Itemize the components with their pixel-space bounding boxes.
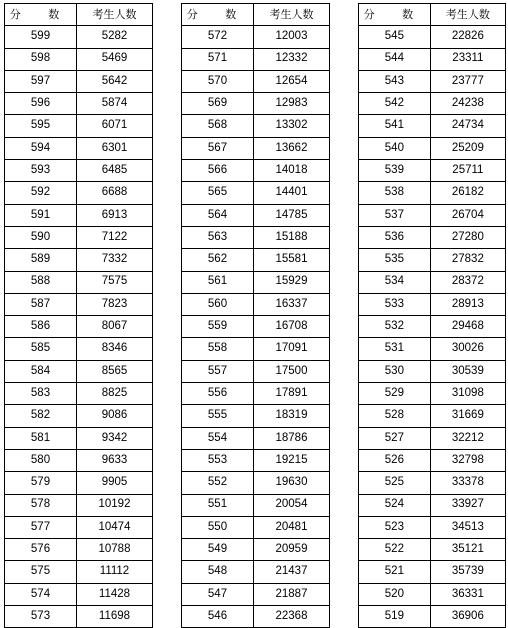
- score-cell: 598: [5, 48, 77, 70]
- score-cell: 588: [5, 271, 77, 293]
- table-row: [182, 583, 330, 605]
- score-cell: 569: [182, 93, 254, 115]
- table-row: [182, 427, 330, 449]
- table-row: [359, 70, 506, 92]
- count-cell: 19630: [254, 472, 330, 494]
- count-cell: 28372: [430, 271, 505, 293]
- score-cell: 593: [5, 160, 77, 182]
- score-cell: 543: [359, 70, 431, 92]
- count-cell: 24734: [430, 115, 505, 137]
- table-row: [5, 70, 153, 92]
- count-cell: 15929: [254, 271, 330, 293]
- score-cell: 532: [359, 316, 431, 338]
- score-table-3: [358, 3, 506, 628]
- table-row: [182, 70, 330, 92]
- count-cell: 5642: [77, 70, 153, 92]
- table-row: [359, 539, 506, 561]
- score-cell: 554: [182, 427, 254, 449]
- score-cell: 525: [359, 472, 431, 494]
- score-table-2: [181, 3, 330, 628]
- score-cell: 580: [5, 449, 77, 471]
- score-cell: 541: [359, 115, 431, 137]
- score-cell: 550: [182, 516, 254, 538]
- score-cell: 552: [182, 472, 254, 494]
- table-row: [182, 472, 330, 494]
- table-row: [5, 204, 153, 226]
- table-row: [182, 338, 330, 360]
- table-body: [5, 26, 153, 628]
- table-row: [5, 316, 153, 338]
- table-body: [182, 26, 330, 628]
- count-cell: 8346: [77, 338, 153, 360]
- count-cell: 6688: [77, 182, 153, 204]
- header-count: 考生人数: [77, 4, 153, 26]
- score-cell: 527: [359, 427, 431, 449]
- score-cell: 562: [182, 249, 254, 271]
- table-row: [359, 516, 506, 538]
- count-cell: 7823: [77, 293, 153, 315]
- count-cell: 33927: [430, 494, 505, 516]
- count-cell: 9905: [77, 472, 153, 494]
- score-cell: 581: [5, 427, 77, 449]
- count-cell: 6071: [77, 115, 153, 137]
- score-cell: 555: [182, 405, 254, 427]
- table-row: [5, 48, 153, 70]
- table-row: [5, 26, 153, 48]
- count-cell: 28913: [430, 293, 505, 315]
- count-cell: 30026: [430, 338, 505, 360]
- count-cell: 17500: [254, 360, 330, 382]
- count-cell: 10788: [77, 539, 153, 561]
- count-cell: 20481: [254, 516, 330, 538]
- table-row: [182, 226, 330, 248]
- score-cell: 539: [359, 160, 431, 182]
- score-cell: 582: [5, 405, 77, 427]
- table-row: [359, 293, 506, 315]
- table-row: [182, 48, 330, 70]
- table-row: [359, 93, 506, 115]
- table-row: [5, 249, 153, 271]
- count-cell: 36906: [430, 606, 505, 628]
- count-cell: 15581: [254, 249, 330, 271]
- score-cell: 556: [182, 383, 254, 405]
- table-row: [182, 115, 330, 137]
- count-cell: 31669: [430, 405, 505, 427]
- table-row: [182, 293, 330, 315]
- count-cell: 10474: [77, 516, 153, 538]
- table-row: [5, 338, 153, 360]
- table-row: [5, 383, 153, 405]
- table-row: [5, 137, 153, 159]
- score-cell: 576: [5, 539, 77, 561]
- table-row: [5, 516, 153, 538]
- count-cell: 5874: [77, 93, 153, 115]
- score-cell: 546: [182, 606, 254, 628]
- score-cell: 530: [359, 360, 431, 382]
- count-cell: 27832: [430, 249, 505, 271]
- score-cell: 548: [182, 561, 254, 583]
- table-row: [5, 561, 153, 583]
- count-cell: 25711: [430, 160, 505, 182]
- table-row: [359, 606, 506, 628]
- score-cell: 574: [5, 583, 77, 605]
- table-row: [359, 583, 506, 605]
- table-row: [359, 182, 506, 204]
- count-cell: 16337: [254, 293, 330, 315]
- table-row: [359, 137, 506, 159]
- count-cell: 23777: [430, 70, 505, 92]
- score-cell: 538: [359, 182, 431, 204]
- count-cell: 14785: [254, 204, 330, 226]
- count-cell: 8565: [77, 360, 153, 382]
- count-cell: 16708: [254, 316, 330, 338]
- score-cell: 551: [182, 494, 254, 516]
- score-cell: 544: [359, 48, 431, 70]
- count-cell: 10192: [77, 494, 153, 516]
- score-cell: 589: [5, 249, 77, 271]
- count-cell: 22368: [254, 606, 330, 628]
- table-row: [5, 472, 153, 494]
- score-cell: 597: [5, 70, 77, 92]
- count-cell: 7122: [77, 226, 153, 248]
- score-cell: 537: [359, 204, 431, 226]
- score-cell: 534: [359, 271, 431, 293]
- header-score: 分 数: [182, 4, 254, 26]
- count-cell: 6913: [77, 204, 153, 226]
- table-row: [182, 383, 330, 405]
- count-cell: 27280: [430, 226, 505, 248]
- table-row: [359, 383, 506, 405]
- score-cell: 566: [182, 160, 254, 182]
- header-score: 分 数: [5, 4, 77, 26]
- score-cell: 524: [359, 494, 431, 516]
- table-row: [182, 26, 330, 48]
- count-cell: 20054: [254, 494, 330, 516]
- table-row: [182, 360, 330, 382]
- table-row: [359, 427, 506, 449]
- count-cell: 6485: [77, 160, 153, 182]
- count-cell: 5469: [77, 48, 153, 70]
- header-count: 考生人数: [254, 4, 330, 26]
- header-count: 考生人数: [430, 4, 505, 26]
- score-table-1: [4, 3, 153, 628]
- table-row: [359, 338, 506, 360]
- count-cell: 21887: [254, 583, 330, 605]
- table-row: [359, 226, 506, 248]
- score-cell: 547: [182, 583, 254, 605]
- count-cell: 12003: [254, 26, 330, 48]
- count-cell: 9633: [77, 449, 153, 471]
- score-cell: 590: [5, 226, 77, 248]
- count-cell: 11698: [77, 606, 153, 628]
- count-cell: 31098: [430, 383, 505, 405]
- count-cell: 9342: [77, 427, 153, 449]
- count-cell: 29468: [430, 316, 505, 338]
- count-cell: 20959: [254, 539, 330, 561]
- score-cell: 558: [182, 338, 254, 360]
- count-cell: 36331: [430, 583, 505, 605]
- table-row: [359, 249, 506, 271]
- score-cell: 557: [182, 360, 254, 382]
- score-cell: 594: [5, 137, 77, 159]
- table-row: [182, 137, 330, 159]
- score-cell: 545: [359, 26, 431, 48]
- count-cell: 5282: [77, 26, 153, 48]
- table-row: [182, 494, 330, 516]
- score-cell: 591: [5, 204, 77, 226]
- score-cell: 563: [182, 226, 254, 248]
- count-cell: 12983: [254, 93, 330, 115]
- table-row: [182, 539, 330, 561]
- score-cell: 577: [5, 516, 77, 538]
- score-cell: 599: [5, 26, 77, 48]
- table-row: [5, 494, 153, 516]
- table-row: [359, 561, 506, 583]
- score-cell: 564: [182, 204, 254, 226]
- table-row: [182, 516, 330, 538]
- table-row: [5, 271, 153, 293]
- table-header-row: [5, 4, 153, 26]
- count-cell: 13302: [254, 115, 330, 137]
- table-row: [359, 271, 506, 293]
- table-row: [359, 48, 506, 70]
- score-cell: 575: [5, 561, 77, 583]
- table-row: [5, 449, 153, 471]
- count-cell: 8067: [77, 316, 153, 338]
- score-cell: 522: [359, 539, 431, 561]
- count-cell: 18786: [254, 427, 330, 449]
- table-row: [5, 427, 153, 449]
- score-cell: 570: [182, 70, 254, 92]
- score-cell: 583: [5, 383, 77, 405]
- table-row: [359, 160, 506, 182]
- count-cell: 19215: [254, 449, 330, 471]
- count-cell: 12332: [254, 48, 330, 70]
- score-cell: 559: [182, 316, 254, 338]
- table-header-row: [182, 4, 330, 26]
- table-row: [5, 226, 153, 248]
- table-row: [5, 93, 153, 115]
- table-row: [5, 360, 153, 382]
- count-cell: 35121: [430, 539, 505, 561]
- count-cell: 8825: [77, 383, 153, 405]
- count-cell: 34513: [430, 516, 505, 538]
- table-header-row: [359, 4, 506, 26]
- table-row: [5, 405, 153, 427]
- count-cell: 7575: [77, 271, 153, 293]
- score-cell: 567: [182, 137, 254, 159]
- table-row: [359, 472, 506, 494]
- score-cell: 535: [359, 249, 431, 271]
- score-cell: 578: [5, 494, 77, 516]
- count-cell: 30539: [430, 360, 505, 382]
- count-cell: 11428: [77, 583, 153, 605]
- table-row: [5, 160, 153, 182]
- score-cell: 529: [359, 383, 431, 405]
- score-cell: 579: [5, 472, 77, 494]
- score-cell: 531: [359, 338, 431, 360]
- score-tables: [4, 3, 506, 622]
- score-cell: 519: [359, 606, 431, 628]
- count-cell: 35739: [430, 561, 505, 583]
- table-row: [5, 115, 153, 137]
- count-cell: 32798: [430, 449, 505, 471]
- score-cell: 536: [359, 226, 431, 248]
- table-row: [182, 182, 330, 204]
- score-cell: 568: [182, 115, 254, 137]
- score-cell: 571: [182, 48, 254, 70]
- score-cell: 520: [359, 583, 431, 605]
- table-row: [359, 405, 506, 427]
- table-row: [182, 93, 330, 115]
- table-row: [5, 182, 153, 204]
- count-cell: 17891: [254, 383, 330, 405]
- table-row: [182, 316, 330, 338]
- score-cell: 528: [359, 405, 431, 427]
- table-row: [182, 449, 330, 471]
- score-cell: 592: [5, 182, 77, 204]
- table-row: [182, 405, 330, 427]
- count-cell: 9086: [77, 405, 153, 427]
- count-cell: 26182: [430, 182, 505, 204]
- table-row: [182, 249, 330, 271]
- score-cell: 521: [359, 561, 431, 583]
- score-cell: 540: [359, 137, 431, 159]
- score-cell: 595: [5, 115, 77, 137]
- score-cell: 573: [5, 606, 77, 628]
- count-cell: 17091: [254, 338, 330, 360]
- table-row: [5, 606, 153, 628]
- table-row: [182, 204, 330, 226]
- score-cell: 533: [359, 293, 431, 315]
- count-cell: 14401: [254, 182, 330, 204]
- table-row: [5, 583, 153, 605]
- score-cell: 553: [182, 449, 254, 471]
- score-cell: 549: [182, 539, 254, 561]
- score-cell: 584: [5, 360, 77, 382]
- count-cell: 32212: [430, 427, 505, 449]
- table-row: [182, 271, 330, 293]
- table-row: [5, 293, 153, 315]
- table-row: [5, 539, 153, 561]
- header-score: 分 数: [359, 4, 431, 26]
- table-row: [359, 115, 506, 137]
- table-body: [359, 26, 506, 628]
- count-cell: 26704: [430, 204, 505, 226]
- count-cell: 21437: [254, 561, 330, 583]
- table-row: [359, 204, 506, 226]
- table-row: [359, 316, 506, 338]
- score-cell: 542: [359, 93, 431, 115]
- count-cell: 15188: [254, 226, 330, 248]
- count-cell: 22826: [430, 26, 505, 48]
- count-cell: 24238: [430, 93, 505, 115]
- score-cell: 561: [182, 271, 254, 293]
- score-cell: 523: [359, 516, 431, 538]
- score-cell: 587: [5, 293, 77, 315]
- score-cell: 572: [182, 26, 254, 48]
- table-row: [359, 360, 506, 382]
- score-cell: 565: [182, 182, 254, 204]
- table-row: [182, 160, 330, 182]
- count-cell: 23311: [430, 48, 505, 70]
- count-cell: 6301: [77, 137, 153, 159]
- count-cell: 13662: [254, 137, 330, 159]
- count-cell: 12654: [254, 70, 330, 92]
- table-row: [359, 449, 506, 471]
- count-cell: 7332: [77, 249, 153, 271]
- count-cell: 25209: [430, 137, 505, 159]
- score-cell: 526: [359, 449, 431, 471]
- table-row: [182, 561, 330, 583]
- count-cell: 33378: [430, 472, 505, 494]
- table-row: [182, 606, 330, 628]
- count-cell: 18319: [254, 405, 330, 427]
- count-cell: 11112: [77, 561, 153, 583]
- table-row: [359, 26, 506, 48]
- score-cell: 586: [5, 316, 77, 338]
- score-cell: 585: [5, 338, 77, 360]
- score-cell: 560: [182, 293, 254, 315]
- table-row: [359, 494, 506, 516]
- score-cell: 596: [5, 93, 77, 115]
- count-cell: 14018: [254, 160, 330, 182]
